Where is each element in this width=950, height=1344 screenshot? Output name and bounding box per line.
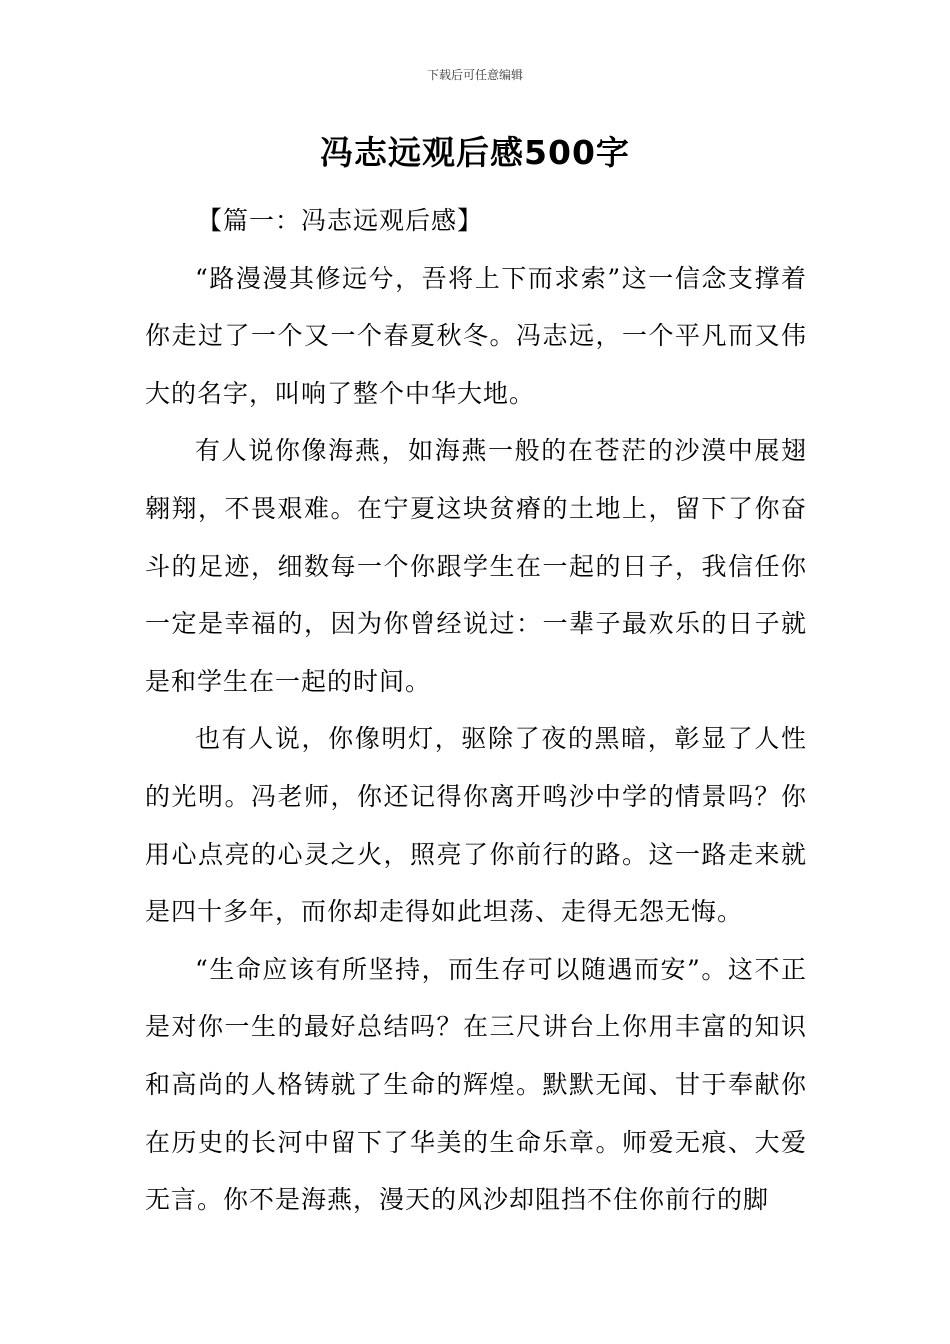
document-body: [145, 192, 807, 1229]
paragraph-3: 也有人说，你像明灯，驱除了夜的黑暗，彰显了人性的光明。冯老师，你还记得你离开鸣沙中学的情景吗？你用心点亮的心灵之火，照亮了你前行的路。这一路走来就是四十多年，而你却走得如此坦荡、走得无怨无悔。: [145, 724, 807, 927]
paragraph-4: “生命应该有所坚持，而生存可以随遇而安”。这不正是对你一生的最好总结吗？在三尺讲台上你用丰富的知识和高尚的人格铸就了生命的辉煌。默默无闻、甘于奉献你在历史的长河中留下了华美的生命乐章。师爱无痕、大爱无言。你不是海燕，漫天的风沙却阻挡不住你前行的脚: [145, 954, 807, 1215]
paragraph-2: 有人说你像海燕，如海燕一般的在苍茫的沙漠中展翅翱翔，不畏艰难。在宁夏这块贫瘠的土地上，留下了你奋斗的足迹，细数每一个你跟学生在一起的日子，我信任你一定是幸福的，因为你曾经说过：一辈子最欢乐的日子就是和学生在一起的时间。: [145, 436, 807, 696]
header-note: 下载后可任意编辑: [426, 68, 523, 82]
document-title: 冯志远观后感500字: [320, 133, 630, 172]
paragraph-1: “路漫漫其修远兮，吾将上下而求索”这一信念支撑着你走过了一个又一个春夏秋冬。冯志远，一个平凡而又伟大的名字，叫响了整个中华大地。: [145, 263, 807, 408]
section-heading: 【篇一：冯志远观后感】: [197, 206, 484, 235]
